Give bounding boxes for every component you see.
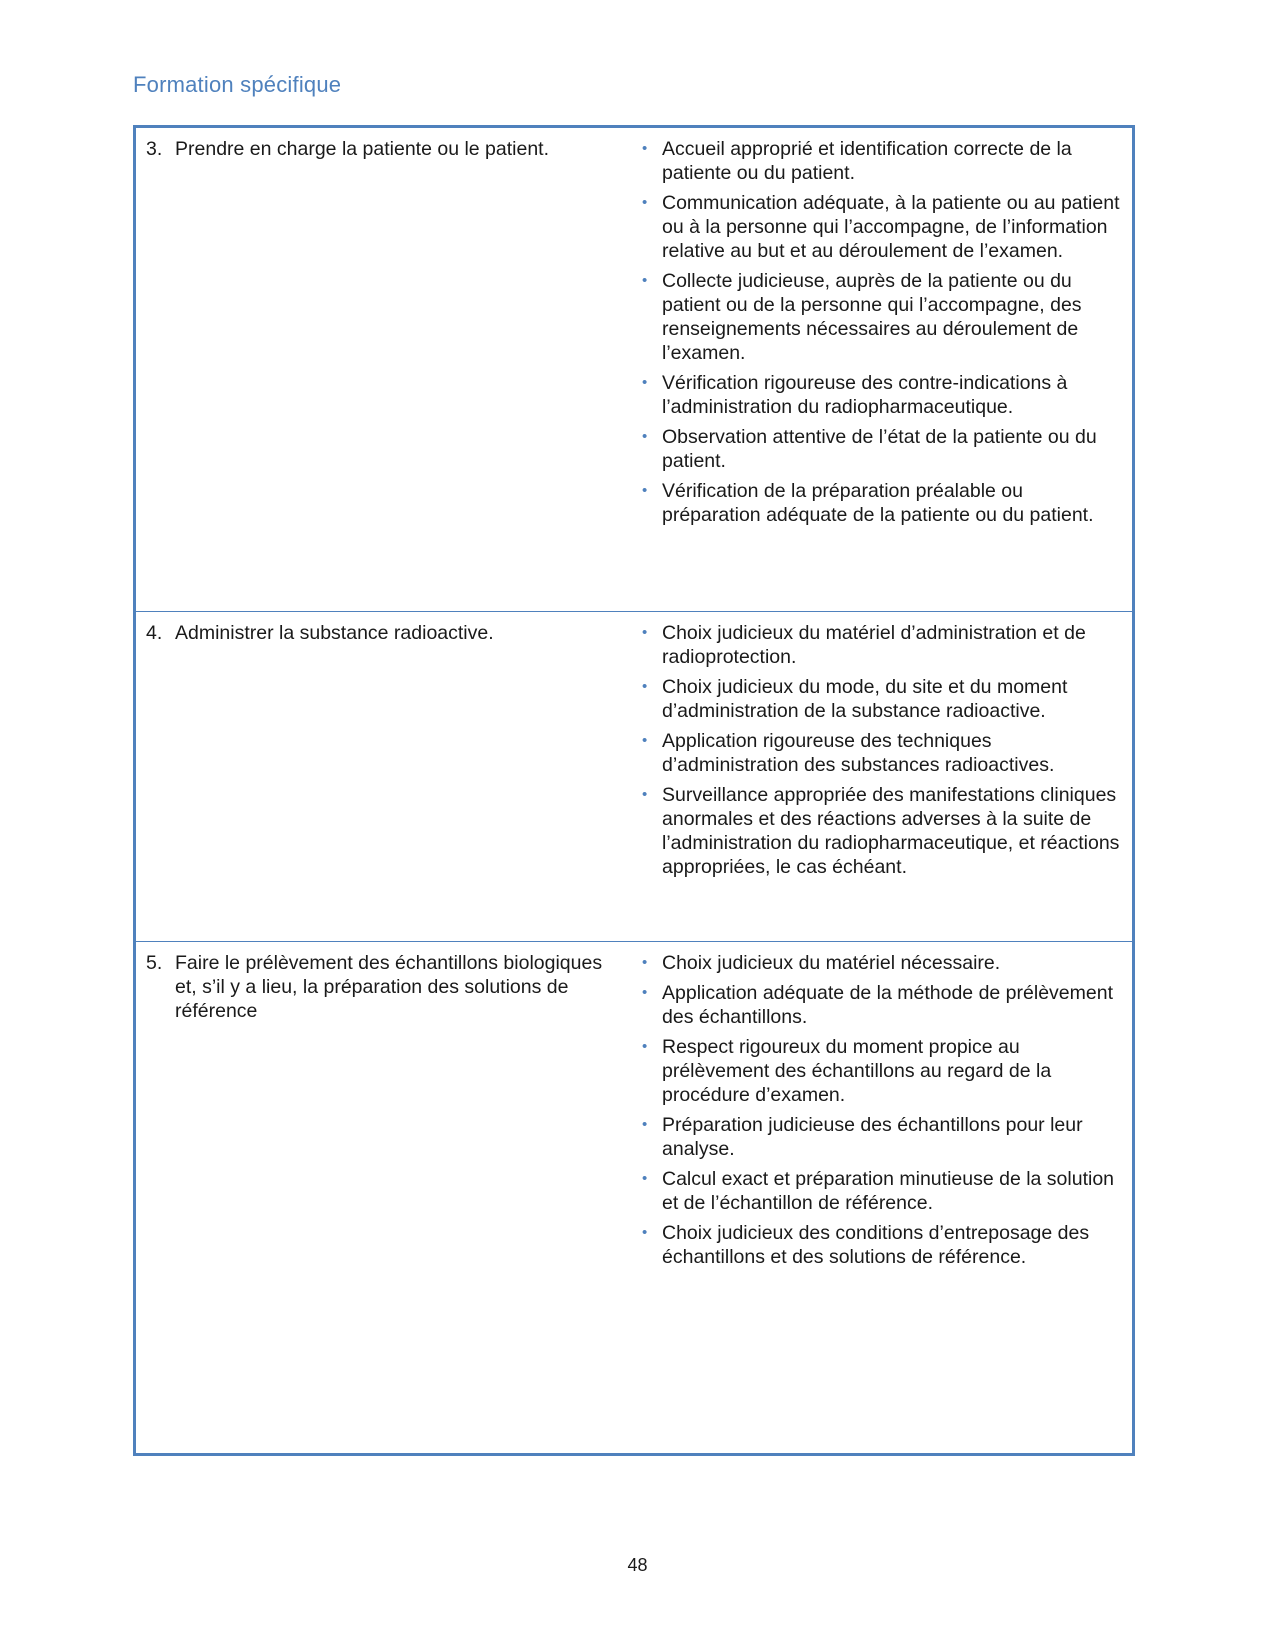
bullet-icon: • <box>642 678 648 695</box>
criteria-item <box>632 1035 1122 1107</box>
bullet-icon: • <box>642 1224 648 1241</box>
bullet-icon: • <box>642 194 648 211</box>
criteria-item <box>632 191 1122 263</box>
criteria-item <box>632 1221 1122 1269</box>
criteria-item <box>632 1167 1122 1215</box>
bullet-icon: • <box>642 374 648 391</box>
criteria-text: Accueil approprié et identification correcte de la patiente ou du patient. <box>662 138 1072 184</box>
element-text: Faire le prélèvement des échantillons biologiques et, s’il y a lieu, la préparation des solutions de référence <box>175 952 603 1022</box>
bullet-icon: • <box>642 140 648 157</box>
table-row <box>136 612 1132 941</box>
criteria-item <box>632 675 1122 723</box>
bullet-icon: • <box>642 1116 648 1133</box>
page-number: 48 <box>627 1555 648 1575</box>
criteria-item <box>632 371 1122 419</box>
element-text: Prendre en charge la patiente ou le patient. <box>175 138 550 160</box>
criteria-text: Collecte judicieuse, auprès de la patiente ou du patient ou de la personne qui l’accompagne, des renseignements nécessaires au déroulement de l’examen. <box>662 270 1082 364</box>
criteria-text: Choix judicieux des conditions d’entreposage des échantillons et des solutions de référence. <box>662 1222 1090 1268</box>
bullet-icon: • <box>642 732 648 749</box>
criteria-text: Vérification de la préparation préalable ou préparation adéquate de la patiente ou du patient. <box>662 480 1094 526</box>
element-number: 4. <box>146 622 163 644</box>
criteria-item <box>632 951 1122 975</box>
criteria-item <box>632 981 1122 1029</box>
criteria-item <box>632 1113 1122 1161</box>
criteria-list <box>632 621 1122 879</box>
bullet-icon: • <box>642 1038 648 1055</box>
criteria-item <box>632 621 1122 669</box>
bullet-icon: • <box>642 482 648 499</box>
bullet-icon: • <box>642 984 648 1001</box>
criteria-text: Application rigoureuse des techniques d’administration des substances radioactives. <box>662 730 1055 776</box>
criteria-item <box>632 425 1122 473</box>
bullet-icon: • <box>642 428 648 445</box>
element-cell <box>136 128 630 611</box>
element-text: Administrer la substance radioactive. <box>175 622 494 644</box>
criteria-text: Vérification rigoureuse des contre-indications à l’administration du radiopharmaceutique. <box>662 372 1068 418</box>
element-item <box>146 951 630 1023</box>
bullet-icon: • <box>642 624 648 641</box>
criteria-item <box>632 269 1122 365</box>
bullet-icon: • <box>642 786 648 803</box>
criteria-item <box>632 783 1122 879</box>
criteria-text: Respect rigoureux du moment propice au prélèvement des échantillons au regard de la procédure d’examen. <box>662 1036 1052 1106</box>
criteria-text: Préparation judicieuse des échantillons pour leur analyse. <box>662 1114 1083 1160</box>
criteria-text: Surveillance appropriée des manifestations cliniques anormales et des réactions adverses à la suite de l’administration du radiopharmaceutique, et réactions appropriées, le cas échéant. <box>662 784 1120 878</box>
element-cell <box>136 942 630 1453</box>
element-item <box>146 137 630 161</box>
competency-table <box>133 125 1135 1456</box>
table-row <box>136 128 1132 611</box>
bullet-icon: • <box>642 1170 648 1187</box>
section-title: Formation spécifique <box>133 72 342 97</box>
criteria-cell <box>630 612 1132 941</box>
criteria-cell <box>630 128 1132 611</box>
criteria-item <box>632 479 1122 527</box>
element-number: 5. <box>146 952 163 974</box>
criteria-cell <box>630 942 1132 1453</box>
criteria-list <box>632 951 1122 1269</box>
criteria-text: Calcul exact et préparation minutieuse de la solution et de l’échantillon de référence. <box>662 1168 1115 1214</box>
criteria-text: Observation attentive de l’état de la patiente ou du patient. <box>662 426 1097 472</box>
criteria-text: Choix judicieux du matériel nécessaire. <box>662 952 1001 974</box>
bullet-icon: • <box>642 954 648 971</box>
criteria-list <box>632 137 1122 527</box>
criteria-text: Application adéquate de la méthode de prélèvement des échantillons. <box>662 982 1113 1028</box>
criteria-text: Choix judicieux du mode, du site et du moment d’administration de la substance radioactive. <box>662 676 1068 722</box>
element-item <box>146 621 630 645</box>
criteria-item <box>632 729 1122 777</box>
table-row <box>136 942 1132 1453</box>
criteria-text: Choix judicieux du matériel d’administration et de radioprotection. <box>662 622 1086 668</box>
criteria-text: Communication adéquate, à la patiente ou au patient ou à la personne qui l’accompagne, de l’information relative au but et au déroulement de l’examen. <box>662 192 1120 262</box>
element-number: 3. <box>146 138 163 160</box>
bullet-icon: • <box>642 272 648 289</box>
element-cell <box>136 612 630 941</box>
criteria-item <box>632 137 1122 185</box>
